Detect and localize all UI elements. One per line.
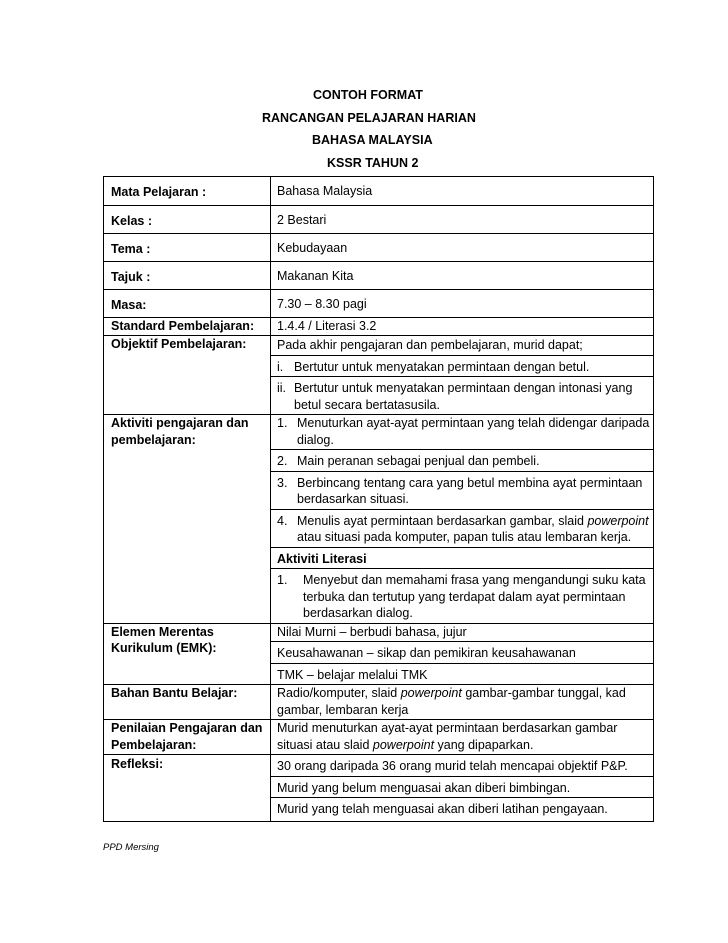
activity-item bbox=[271, 471, 653, 509]
header-subject: BAHASA MALAYSIA bbox=[312, 133, 433, 147]
row-mata-pelajaran bbox=[104, 177, 653, 205]
row-label: Objektif Pembelajaran: bbox=[104, 336, 271, 414]
row-label: Penilaian Pengajaran dan Pembelajaran: bbox=[104, 720, 271, 754]
row-tema bbox=[104, 233, 653, 261]
item-text: Bertutur untuk menyatakan permintaan dengan betul. bbox=[294, 359, 590, 374]
row-value: Radio/komputer, slaid powerpoint gambar-gambar tunggal, kad gambar, lembaran kerja bbox=[277, 686, 626, 717]
row-aktiviti bbox=[104, 414, 653, 623]
row-value: 1.4.4 / Literasi 3.2 bbox=[277, 319, 377, 333]
row-value bbox=[271, 336, 653, 414]
emk-item: Nilai Murni – berbudi bahasa, jujur bbox=[277, 624, 467, 639]
refleksi-item: Murid yang telah menguasai akan diberi latihan pengayaan. bbox=[271, 797, 653, 821]
row-label: Kelas : bbox=[104, 206, 271, 233]
header-level: KSSR TAHUN 2 bbox=[327, 155, 419, 170]
row-value bbox=[271, 415, 653, 623]
footer-text: PPD Mersing bbox=[103, 842, 159, 853]
row-label: Standard Pembelajaran: bbox=[104, 318, 271, 335]
header-format-title: CONTOH FORMAT bbox=[313, 88, 423, 102]
item-number: 4. bbox=[277, 513, 288, 528]
row-label: Mata Pelajaran : bbox=[104, 177, 271, 205]
objective-intro: Pada akhir pengajaran dan pembelajaran, murid dapat; bbox=[277, 338, 583, 352]
row-label: Masa: bbox=[104, 290, 271, 317]
item-text: Menuturkan ayat-ayat permintaan yang telah didengar daripada dialog. bbox=[297, 416, 650, 447]
activity-item bbox=[271, 415, 653, 449]
refleksi-item: Murid yang belum menguasai akan diberi bimbingan. bbox=[271, 776, 653, 798]
item-number: i. bbox=[277, 359, 284, 374]
row-value bbox=[271, 755, 653, 821]
row-kelas bbox=[104, 205, 653, 233]
objective-item bbox=[271, 355, 653, 377]
row-masa bbox=[104, 289, 653, 317]
item-number: 2. bbox=[277, 454, 288, 468]
row-label: Elemen Merentas Kurikulum (EMK): bbox=[104, 624, 271, 685]
row-value: Murid menuturkan ayat-ayat permintaan berdasarkan gambar situasi atau slaid powerpoint yang dipaparkan. bbox=[277, 721, 618, 752]
row-emk bbox=[104, 623, 653, 685]
row-value: Bahasa Malaysia bbox=[277, 184, 373, 198]
lesson-plan-table bbox=[103, 176, 654, 822]
item-number: 1. bbox=[277, 573, 288, 587]
activity-item bbox=[271, 449, 653, 471]
emk-item: TMK – belajar melalui TMK bbox=[271, 663, 653, 685]
item-number: 1. bbox=[277, 416, 288, 430]
literasi-title: Aktiviti Literasi bbox=[271, 547, 653, 569]
row-label: Aktiviti pengajaran dan pembelajaran: bbox=[104, 415, 271, 623]
row-objektif bbox=[104, 335, 653, 414]
row-value: 2 Bestari bbox=[277, 213, 327, 227]
row-value: Kebudayaan bbox=[277, 241, 348, 255]
activity-item bbox=[271, 509, 653, 547]
emk-item: Keusahawanan – sikap dan pemikiran keusahawanan bbox=[271, 641, 653, 663]
row-label: Bahan Bantu Belajar: bbox=[104, 685, 271, 719]
item-text: Main peranan sebagai penjual dan pembeli. bbox=[297, 454, 540, 468]
row-value: Makanan Kita bbox=[277, 269, 354, 283]
item-number: ii. bbox=[277, 381, 287, 395]
row-value: 7.30 – 8.30 pagi bbox=[277, 297, 367, 311]
item-text: Menyebut dan memahami frasa yang mengandungi suku kata terbuka dan tertutup yang terdapat dalam ayat permintaan berdasarkan dialog. bbox=[303, 573, 646, 620]
row-label: Tajuk : bbox=[104, 262, 271, 289]
row-refleksi bbox=[104, 754, 653, 821]
header-rph-title: RANCANGAN PELAJARAN HARIAN bbox=[262, 110, 476, 125]
refleksi-item: 30 orang daripada 36 orang murid telah mencapai objektif P&P. bbox=[277, 759, 628, 773]
item-text: Menulis ayat permintaan berdasarkan gambar, slaid powerpoint atau situasi pada komputer, papan tulis atau lembaran kerja. bbox=[297, 513, 649, 544]
item-text: Bertutur untuk menyatakan permintaan dengan intonasi yang betul secara bertatasusila. bbox=[294, 381, 633, 412]
item-number: 3. bbox=[277, 475, 288, 490]
row-label: Refleksi: bbox=[104, 755, 271, 821]
objective-item bbox=[271, 376, 653, 414]
row-label: Tema : bbox=[104, 234, 271, 261]
row-bahan bbox=[104, 684, 653, 719]
literasi-item bbox=[271, 568, 653, 623]
document-header bbox=[0, 84, 728, 174]
row-standard bbox=[104, 317, 653, 335]
row-value bbox=[271, 624, 653, 685]
row-penilaian bbox=[104, 719, 653, 754]
item-text: Berbincang tentang cara yang betul membina ayat permintaan berdasarkan situasi. bbox=[297, 475, 643, 506]
row-tajuk bbox=[104, 261, 653, 289]
